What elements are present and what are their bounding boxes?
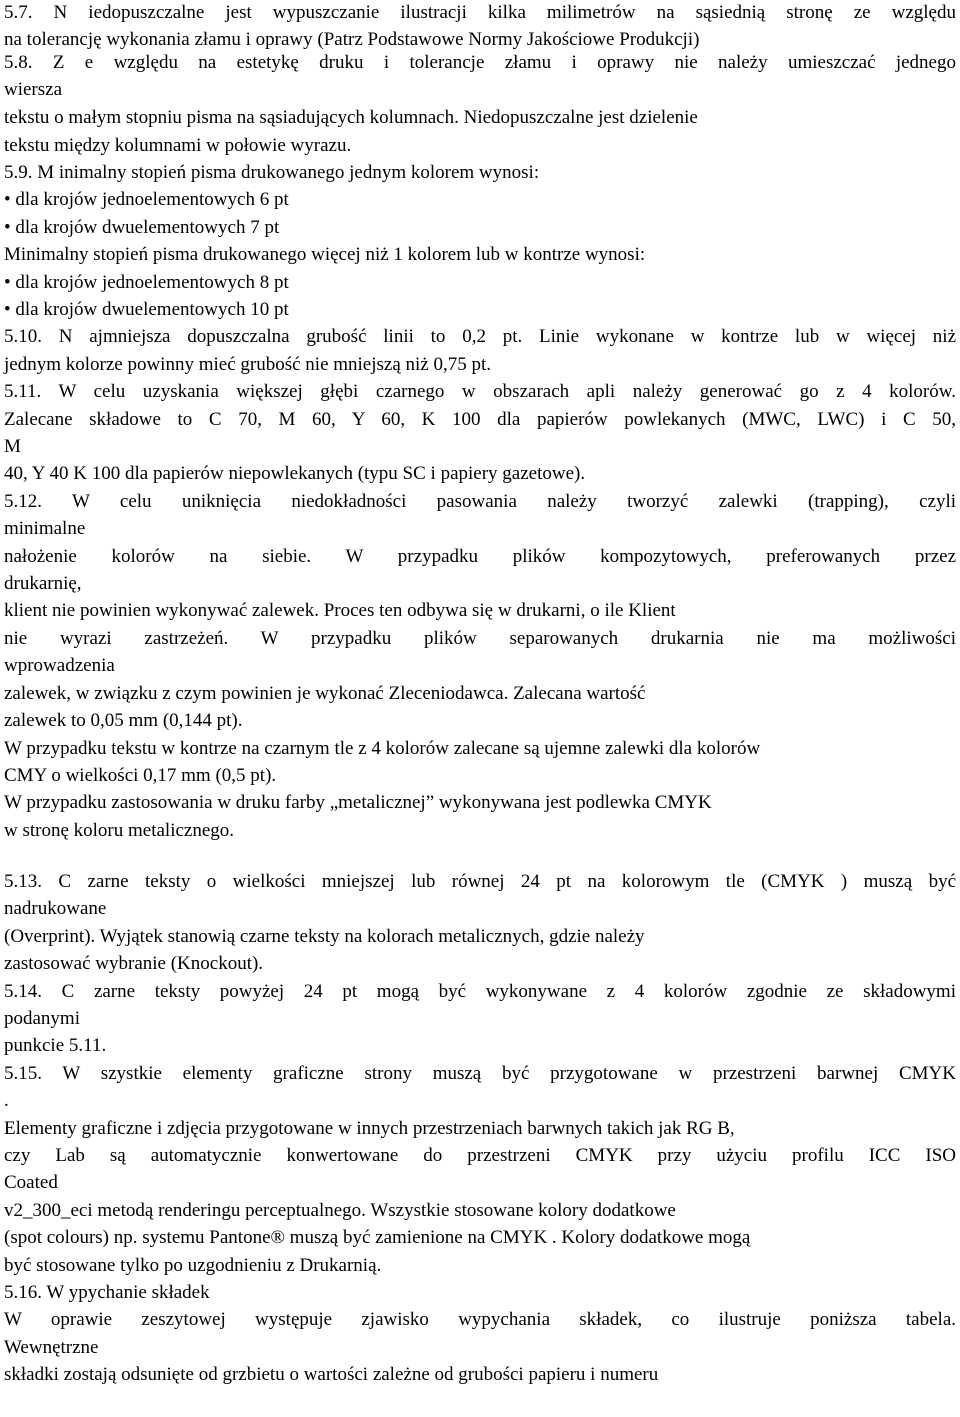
text-line: drukarnię, (4, 573, 82, 594)
text-line: zastosować wybranie (Knockout). (4, 953, 264, 974)
text-line: w stronę koloru metalicznego. (4, 820, 235, 841)
text-line: być stosowane tylko po uzgodnieniu z Drukarnią. (4, 1255, 382, 1276)
text-line: 5.8. Z e względu na estetykę druku i tolerancje złamu i oprawy nie należy umieszczać jednego (4, 52, 956, 73)
list-item: • dla krojów dwuelementowych 10 pt (4, 299, 289, 320)
text-line: 5.14. C zarne teksty powyżej 24 pt mogą być wykonywane z 4 kolorów zgodnie ze składowymi (4, 981, 956, 1002)
text-line: 5.11. W celu uzyskania większej głębi czarnego w obszarach apli należy generować go z 4 kolorów. (4, 381, 956, 402)
text-line: 5.7. N iedopuszczalne jest wypuszczanie ilustracji kilka milimetrów na sąsiednią stronę ze względu (4, 2, 956, 23)
text-line: Wewnętrzne (4, 1337, 99, 1358)
text-line: W oprawie zeszytowej występuje zjawisko wypychania składek, co ilustruje poniższa tabela. (4, 1309, 956, 1330)
text-line: 40, Y 40 K 100 dla papierów niepowlekanych (typu SC i papiery gazetowe). (4, 463, 586, 484)
text-line: W przypadku zastosowania w druku farby „metalicznej” wykonywana jest podlewka CMYK (4, 792, 712, 813)
text-line: (spot colours) np. systemu Pantone® muszą być zamienione na CMYK . Kolory dodatkowe mogą (4, 1227, 751, 1248)
text-line: wprowadzenia (4, 655, 115, 676)
text-line: punkcie 5.11. (4, 1035, 107, 1056)
text-line: czy Lab są automatycznie konwertowane do przestrzeni CMYK przy użyciu profilu ICC ISO (4, 1145, 956, 1166)
text-line: nałożenie kolorów na siebie. W przypadku plików kompozytowych, preferowanych przez (4, 546, 956, 567)
text-line: tekstu o małym stopniu pisma na sąsiadujących kolumnach. Niedopuszczalne jest dzielenie (4, 107, 698, 128)
text-line: Coated (4, 1172, 58, 1193)
text-line: W przypadku tekstu w kontrze na czarnym tle z 4 kolorów zalecane są ujemne zalewki dla kolorów (4, 738, 761, 759)
text-line: zalewek, w związku z czym powinien je wykonać Zleceniodawca. Zalecana wartość (4, 683, 646, 704)
text-line: na tolerancję wykonania złamu i oprawy (Patrz Podstawowe Normy Jakościowe Produkcji) (4, 29, 700, 50)
text-line: (Overprint). Wyjątek stanowią czarne teksty na kolorach metalicznych, gdzie należy (4, 926, 645, 947)
text-line: wiersza (4, 79, 63, 100)
text-line: Elementy graficzne i zdjęcia przygotowane w innych przestrzeniach barwnych takich jak RG B, (4, 1118, 735, 1139)
list-item: • dla krojów jednoelementowych 6 pt (4, 189, 289, 210)
text-line: 5.12. W celu uniknięcia niedokładności pasowania należy tworzyć zalewki (trapping), czyli (4, 491, 956, 512)
text-line: podanymi (4, 1008, 80, 1029)
text-line: 5.16. W ypychanie składek (4, 1282, 210, 1303)
text-line: v2_300_eci metodą renderingu perceptualnego. Wszystkie stosowane kolory dodatkowe (4, 1200, 676, 1221)
text-line: składki zostają odsunięte od grzbietu o wartości zależne od grubości papieru i numeru (4, 1364, 659, 1385)
text-line: minimalne (4, 518, 86, 539)
text-line: 5.13. C zarne teksty o wielkości mniejszej lub równej 24 pt na kolorowym tle (CMYK ) muszą być (4, 871, 956, 892)
text-line: tekstu między kolumnami w połowie wyrazu. (4, 135, 352, 156)
text-line: nadrukowane (4, 898, 107, 919)
text-line: zalewek to 0,05 mm (0,144 pt). (4, 710, 243, 731)
text-line: 5.9. M inimalny stopień pisma drukowanego jednym kolorem wynosi: (4, 162, 540, 183)
list-item: • dla krojów jednoelementowych 8 pt (4, 272, 289, 293)
text-line: klient nie powinien wykonywać zalewek. Proces ten odbywa się w drukarni, o ile Klient (4, 600, 676, 621)
text-line: CMY o wielkości 0,17 mm (0,5 pt). (4, 765, 277, 786)
text-line: M (4, 436, 21, 457)
text-line: 5.15. W szystkie elementy graficzne strony muszą być przygotowane w przestrzeni barwnej CMYK (4, 1063, 956, 1084)
list-item: • dla krojów dwuelementowych 7 pt (4, 217, 280, 238)
text-line: Zalecane składowe to C 70, M 60, Y 60, K 100 dla papierów powlekanych (MWC, LWC) i C 50, (4, 409, 956, 430)
text-line: nie wyrazi zastrzeżeń. W przypadku plików separowanych drukarnia nie ma możliwości (4, 628, 956, 649)
text-line: 5.10. N ajmniejsza dopuszczalna grubość linii to 0,2 pt. Linie wykonane w kontrze lub w więcej niż (4, 326, 956, 347)
text-line: Minimalny stopień pisma drukowanego więcej niż 1 kolorem lub w kontrze wynosi: (4, 244, 646, 265)
text-line: jednym kolorze powinny mieć grubość nie mniejszą niż 0,75 pt. (4, 354, 492, 375)
text-line: . (4, 1090, 9, 1111)
